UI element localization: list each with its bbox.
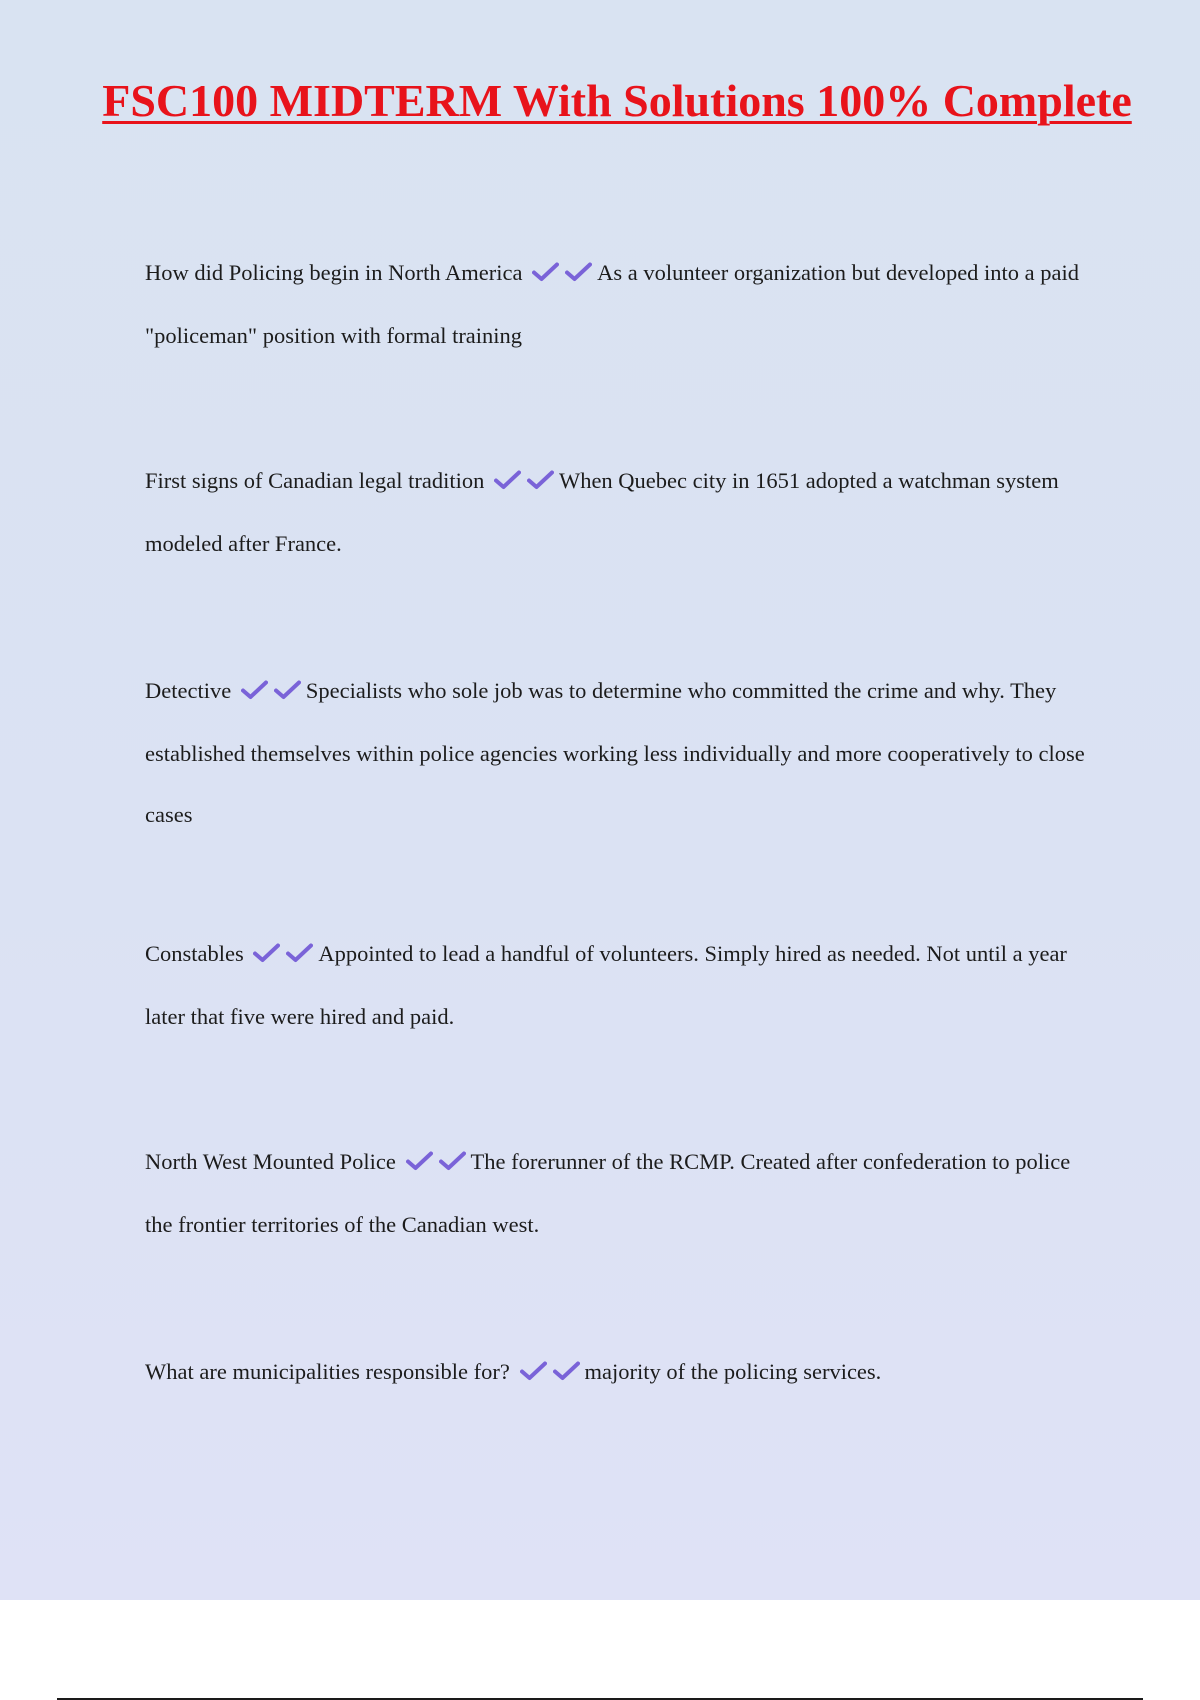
check-icon [532, 262, 559, 282]
check-icon [253, 943, 280, 963]
qa-item-detective [145, 660, 1090, 845]
answer: As a volunteer organization but developed into a paid "policeman" position with formal training [145, 260, 1080, 348]
qa-item-north-west-mounted-police [145, 1131, 1090, 1255]
check-icon [494, 470, 521, 490]
double-check-icon [406, 1133, 468, 1194]
answer: When Quebec city in 1651 adopted a watchman system modeled after France. [145, 468, 1059, 556]
document-title: FSC100 MIDTERM With Solutions 100% Complete [102, 75, 1132, 126]
check-icon [553, 1361, 580, 1381]
question: What are municipalities responsible for? [145, 1359, 510, 1384]
question: Detective [145, 678, 232, 703]
check-icon [527, 470, 554, 490]
check-icon [241, 680, 268, 700]
check-icon [439, 1151, 466, 1171]
qa-item-policing-origins [145, 242, 1090, 366]
question: North West Mounted Police [145, 1149, 396, 1174]
answer: The forerunner of the RCMP. Created after confederation to police the frontier territories of the Canadian west. [145, 1149, 1071, 1237]
answer: Specialists who sole job was to determine who committed the crime and why. They established themselves within police agencies working less individually and more cooperatively to close cases [145, 678, 1085, 827]
question: First signs of Canadian legal tradition [145, 468, 485, 493]
check-icon [520, 1361, 547, 1381]
double-check-icon [494, 452, 556, 513]
double-check-icon [520, 1343, 582, 1404]
qa-item-canadian-legal-tradition [145, 450, 1090, 574]
check-icon [274, 680, 301, 700]
double-check-icon [253, 925, 315, 986]
check-icon [565, 262, 592, 282]
answer: majority of the policing services. [584, 1359, 882, 1384]
check-icon [406, 1151, 433, 1171]
question: Constables [145, 941, 244, 966]
qa-item-municipalities [145, 1341, 1090, 1404]
qa-item-constables [145, 923, 1090, 1047]
check-icon [286, 943, 313, 963]
double-check-icon [532, 244, 594, 305]
answer: Appointed to lead a handful of volunteers. Simply hired as needed. Not until a year later that five were hired and paid. [145, 941, 1067, 1029]
question: How did Policing begin in North America [145, 260, 523, 285]
double-check-icon [241, 662, 303, 723]
